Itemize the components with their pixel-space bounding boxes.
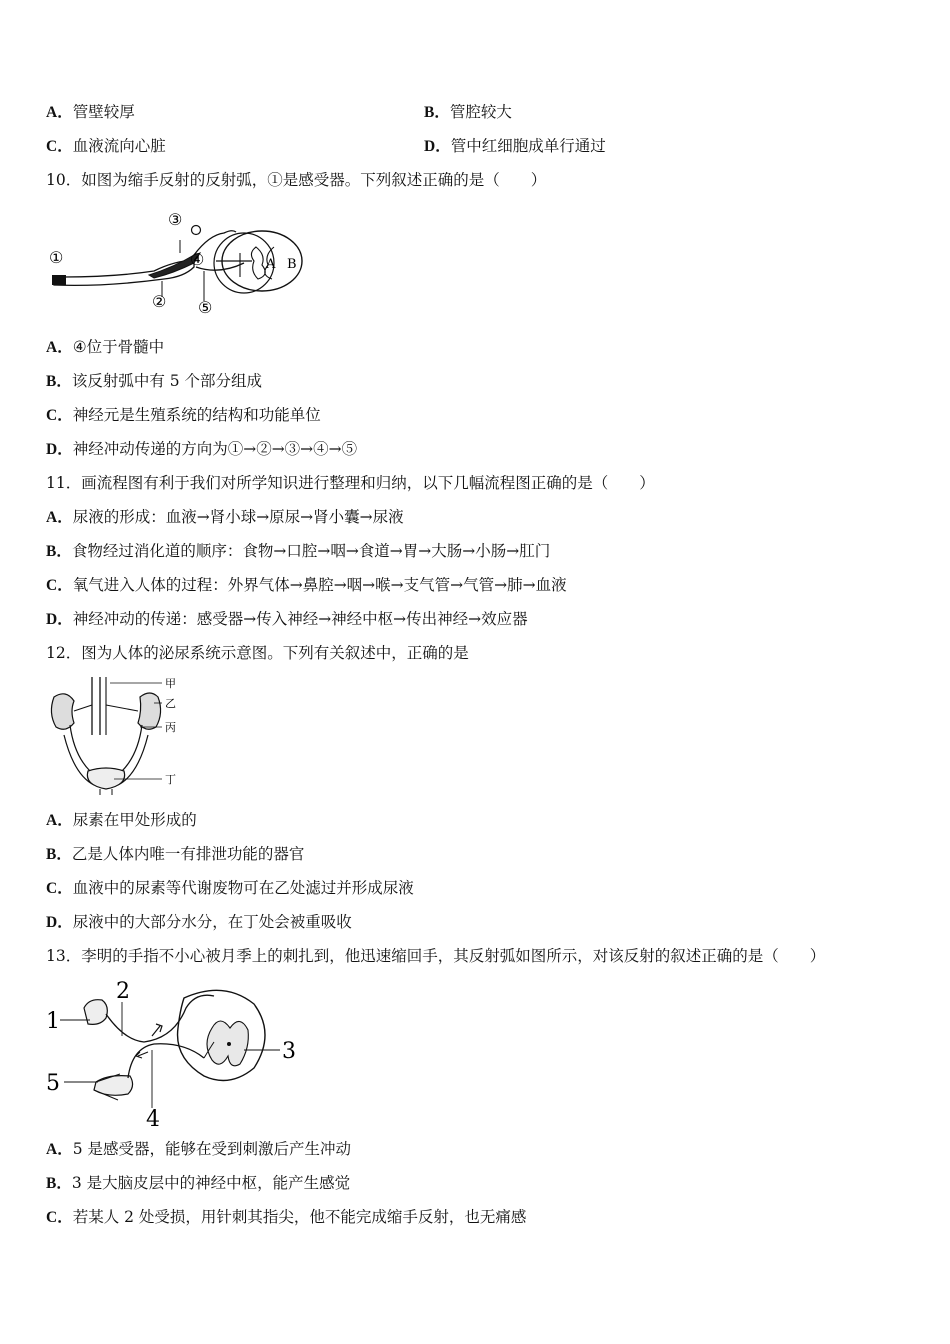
q10-option-c: C．神经元是生殖系统的结构和功能单位 <box>46 406 321 424</box>
fig-label-3: 3 <box>282 1039 296 1064</box>
fig-label-1: 1 <box>46 1009 60 1034</box>
fig-label-4: 4 <box>146 1107 160 1130</box>
reflex-arc-figure-q10 <box>44 205 314 320</box>
q13-stem: 13．李明的手指不小心被月季上的刺扎到，他迅速缩回手，其反射弧如图所示，对该反射的叙述正确的是（ ） <box>46 947 826 965</box>
fig-label-4: ④ <box>190 250 205 269</box>
fig-label-2: 2 <box>116 979 130 1004</box>
fig-label-2: ② <box>152 292 167 311</box>
q10-stem: 10．如图为缩手反射的反射弧，①是感受器。下列叙述正确的是（ ） <box>46 171 547 189</box>
q10-option-a: A．④位于骨髓中 <box>46 338 165 356</box>
q11-option-c: C．氧气进入人体的过程：外界气体→鼻腔→咽→喉→支气管→气管→肺→血液 <box>46 576 567 594</box>
q11-option-b: B．食物经过消化道的顺序：食物→口腔→咽→食道→胃→大肠→小肠→肛门 <box>46 542 551 560</box>
fig-label-b: B <box>287 257 297 272</box>
q9-option-b: B．管腔较大 <box>424 103 512 121</box>
fig-label-5: ⑤ <box>198 298 213 317</box>
fig-label-yi: 乙 <box>165 697 176 710</box>
fig-label-5: 5 <box>46 1071 60 1096</box>
q12-stem: 12．图为人体的泌尿系统示意图。下列有关叙述中，正确的是 <box>46 644 469 662</box>
fig-label-jia: 甲 <box>165 677 176 690</box>
fig-label-bing: 丙 <box>165 721 176 734</box>
q11-option-a: A．尿液的形成：血液→肾小球→原尿→肾小囊→尿液 <box>46 508 404 526</box>
q11-option-d: D．神经冲动的传递：感受器→传入神经→神经中枢→传出神经→效应器 <box>46 610 528 628</box>
q11-stem: 11．画流程图有利于我们对所学知识进行整理和归纳，以下几幅流程图正确的是（ ） <box>46 474 655 492</box>
q9-option-a: A．管壁较厚 B．管腔较大 <box>46 103 512 121</box>
q9-option-c: C．血液流向心脏 D．管中红细胞成单行通过 <box>46 137 606 155</box>
fig-label-1: ① <box>49 248 64 267</box>
fig-label-ding: 丁 <box>165 773 176 786</box>
q13-option-a: A．5 是感受器，能够在受到刺激后产生冲动 <box>46 1140 351 1158</box>
fig-label-3: ③ <box>168 210 183 229</box>
q13-option-b: B．3 是大脑皮层中的神经中枢，能产生感觉 <box>46 1174 351 1192</box>
q13-option-c: C．若某人 2 处受损，用针刺其指尖，他不能完成缩手反射，也无痛感 <box>46 1208 527 1226</box>
q10-option-d: D．神经冲动传递的方向为①→②→③→④→⑤ <box>46 440 358 458</box>
q12-option-c: C．血液中的尿素等代谢废物可在乙处滤过并形成尿液 <box>46 879 414 897</box>
q12-option-a: A．尿素在甲处形成的 <box>46 811 197 829</box>
q12-option-d: D．尿液中的大部分水分，在丁处会被重吸收 <box>46 913 352 931</box>
q10-option-b: B．该反射弧中有 5 个部分组成 <box>46 372 263 390</box>
q9-option-d: D．管中红细胞成单行通过 <box>424 137 606 155</box>
reflex-arc-figure-q13 <box>44 978 304 1130</box>
q12-option-b: B．乙是人体内唯一有排泄功能的器官 <box>46 845 305 863</box>
fig-label-a: A <box>266 257 276 272</box>
urinary-system-figure-q12 <box>44 675 189 797</box>
